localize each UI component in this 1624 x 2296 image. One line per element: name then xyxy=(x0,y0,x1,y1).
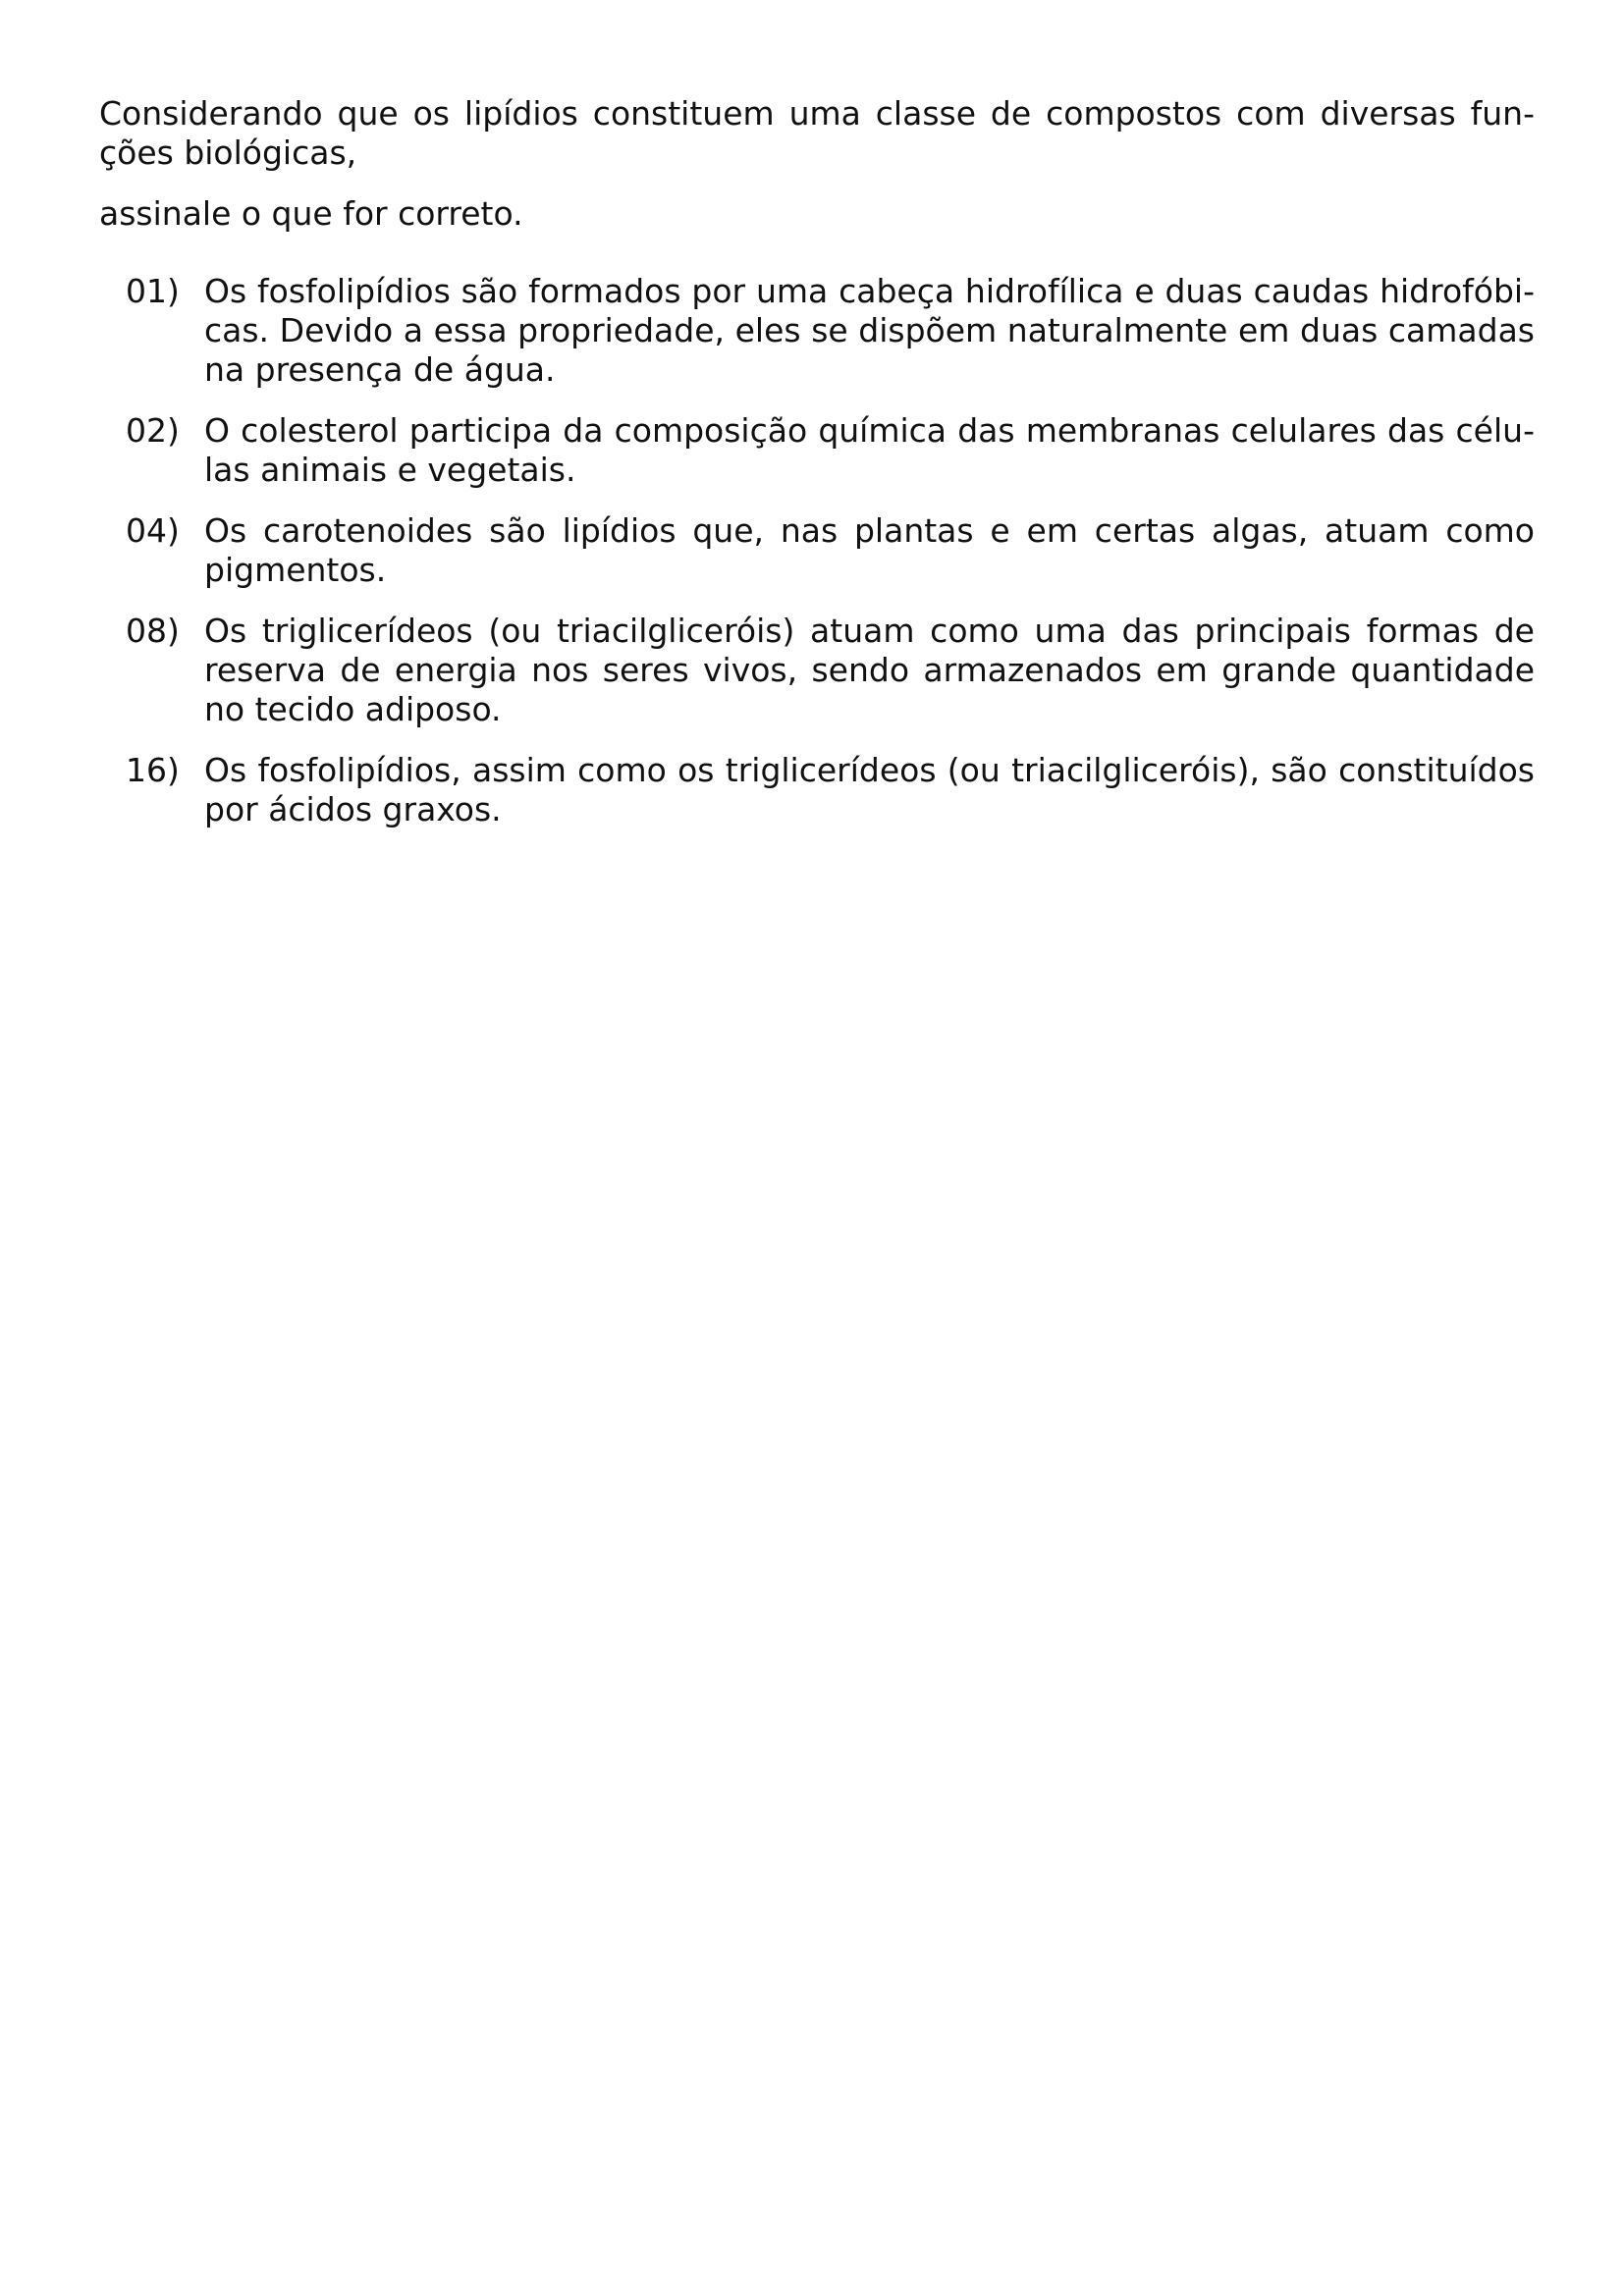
option-number: 02) xyxy=(126,411,180,450)
options-list xyxy=(99,272,1535,829)
option-04 xyxy=(99,511,1535,590)
option-08 xyxy=(99,612,1535,729)
option-16 xyxy=(99,751,1535,829)
option-02 xyxy=(99,411,1535,490)
option-text: Os triglicerídeos (ou triacilgliceróis) atuam como uma das principais formas de reserva de energia nos seres vivos, sendo armazenados em grande quantidade no tecido adiposo. xyxy=(204,612,1535,728)
question-page xyxy=(99,94,1535,851)
option-number: 04) xyxy=(126,511,180,550)
option-text: Os fosfolipídios, assim como os triglicerídeos (ou triacilgliceróis), são constituídos por ácidos graxos. xyxy=(204,751,1535,828)
option-text: Os carotenoides são lipídios que, nas plantas e em certas algas, atuam como pigmentos. xyxy=(204,511,1535,589)
option-01 xyxy=(99,272,1535,390)
option-number: 16) xyxy=(126,751,180,789)
option-number: 01) xyxy=(126,272,180,310)
option-text: O colesterol participa da composição química das membranas celulares das células animais e vegetais. xyxy=(204,411,1535,489)
option-text: Os fosfolipídios são formados por uma cabeça hidrofílica e duas caudas hidrofóbicas. Devido a essa propriedade, eles se dispõem naturalmente em duas camadas na presença de água. xyxy=(204,272,1535,389)
option-number: 08) xyxy=(126,612,180,650)
question-stem: Considerando que os lipídios constituem uma classe de compostos com diversas funções biológicas, xyxy=(99,94,1535,172)
question-instruction: assinale o que for correto. xyxy=(99,194,523,233)
